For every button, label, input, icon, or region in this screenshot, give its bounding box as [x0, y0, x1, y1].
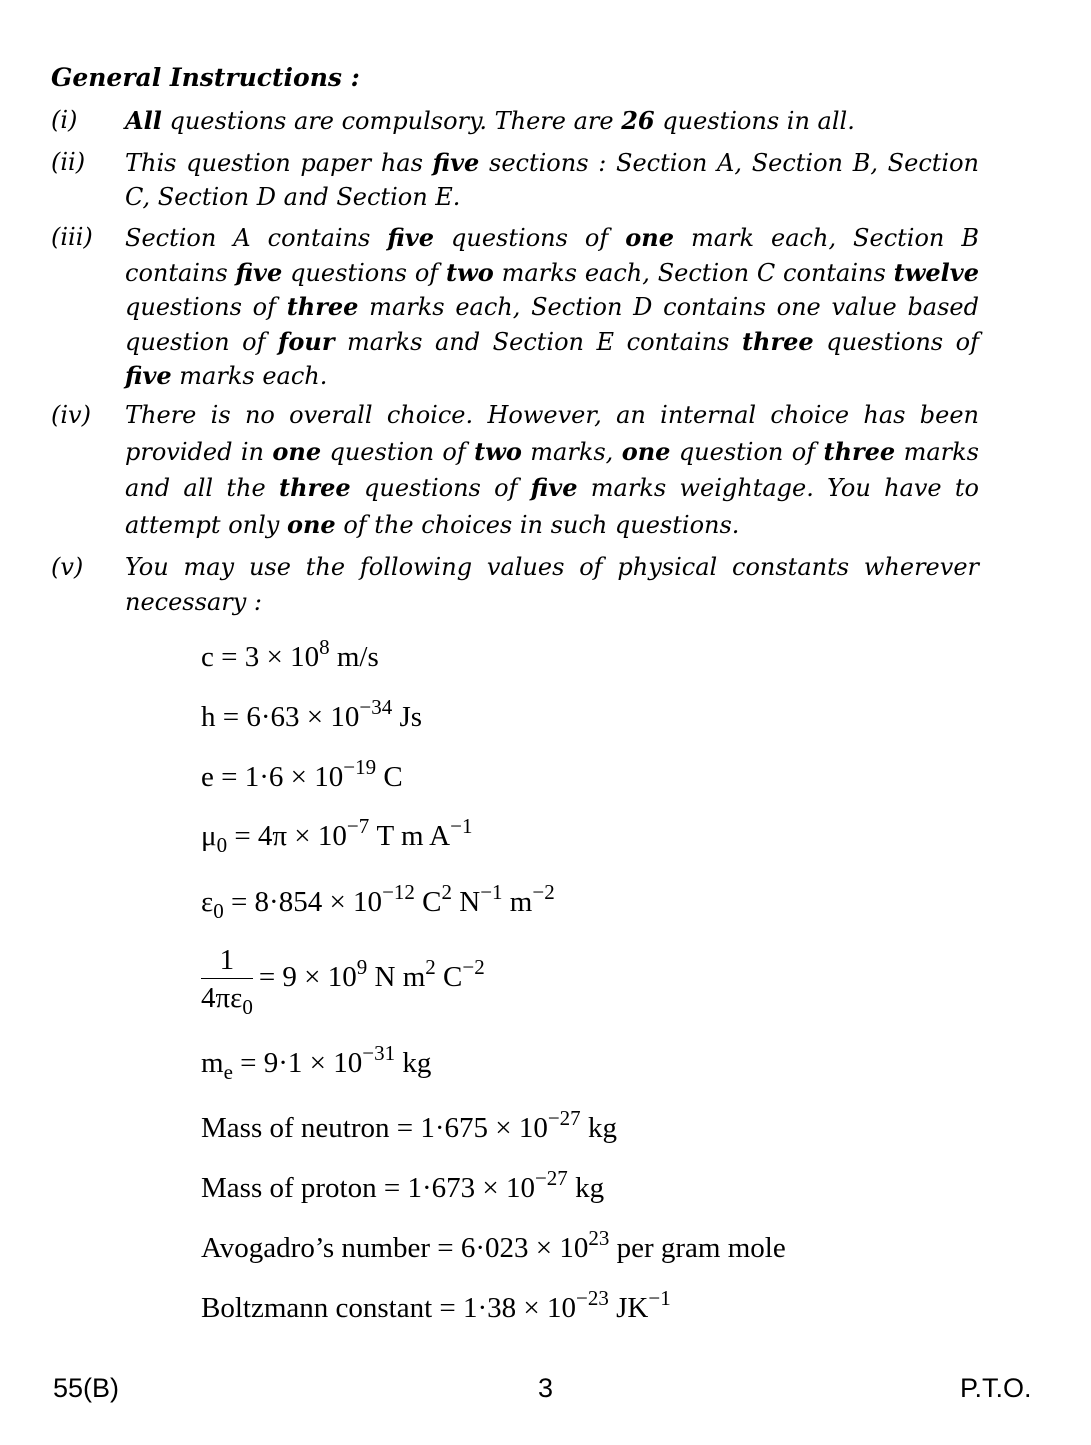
- item-text: Section A contains five questions of one mark each, Section B contains five questions of two marks each, Section C contains twelve questions of three marks each, Section D contains one value based question of four marks and Section E contains three questions of five marks each.: [125, 223, 980, 390]
- item-text: You may use the following values of physical constants wherever necessary :: [125, 553, 979, 616]
- item-text: All questions are compulsory. There are 26 questions in all.: [125, 106, 855, 135]
- item-number: (iv): [51, 401, 91, 429]
- constant-permeability: $\mu_0 = 4\pi \times 10^{-7}$ T m $A^{-1}$: [201, 814, 473, 857]
- fraction: $\frac{1}{4\pi\varepsilon_0}$: [201, 944, 253, 1019]
- instruction-item-iv: [51, 397, 979, 543]
- item-number: (ii): [51, 148, 86, 176]
- item-number: (iii): [51, 223, 93, 251]
- constant-electron-charge: $e = 1\cdot 6 \times 10^{-19}$ C: [201, 755, 403, 793]
- paper-code: 55(B): [53, 1373, 120, 1403]
- page-number: 3: [538, 1373, 554, 1403]
- please-turn-over: P.T.O.: [960, 1373, 1032, 1403]
- constant-electron-mass: $m_e = 9\cdot 1 \times 10^{-31}$ kg: [201, 1041, 432, 1084]
- general-instructions-heading: General Instructions :: [51, 63, 360, 92]
- item-number: (i): [51, 106, 78, 134]
- instruction-item-ii: [51, 146, 979, 214]
- constant-proton-mass: Mass of proton = $1\cdot 673 \times 10^{-27}$ kg: [201, 1166, 605, 1204]
- item-text: There is no overall choice. However, an internal choice has been provided in one question of two marks, one question of three marks and all the three questions of five marks weightage. You have to attempt only one of the choices in such questions.: [125, 401, 980, 539]
- constant-avogadro: Avogadro’s number = $6\cdot 023 \times 10^{23}$ per gram mole: [201, 1226, 786, 1264]
- constant-boltzmann: Boltzmann constant = $1\cdot 38 \times 10^{-23}$ $JK^{-1}$: [201, 1286, 671, 1324]
- constant-planck: $h = 6\cdot 63 \times 10^{-34}$ Js: [201, 695, 423, 733]
- instruction-item-i: [51, 104, 979, 139]
- constant-coulomb: $\frac{1}{4\pi\varepsilon_0}$ = $9 \times 10^9$ N $m^2$ $C^{-2}$: [201, 944, 485, 1019]
- constant-speed-of-light: $c = 3 \times 10^8$ m/s: [201, 635, 379, 673]
- constant-neutron-mass: Mass of neutron = $1\cdot 675 \times 10^{-27}$ kg: [201, 1106, 617, 1144]
- instruction-item-v: [51, 550, 979, 620]
- item-text: This question paper has five sections : Section A, Section B, Section C, Section D and Section E.: [125, 148, 979, 211]
- constant-permittivity: $\varepsilon_0 = 8\cdot 854 \times 10^{-12}$ $C^2$ $N^{-1}$ $m^{-2}$: [201, 880, 555, 923]
- item-number: (v): [51, 553, 84, 581]
- instruction-item-iii: [51, 221, 979, 394]
